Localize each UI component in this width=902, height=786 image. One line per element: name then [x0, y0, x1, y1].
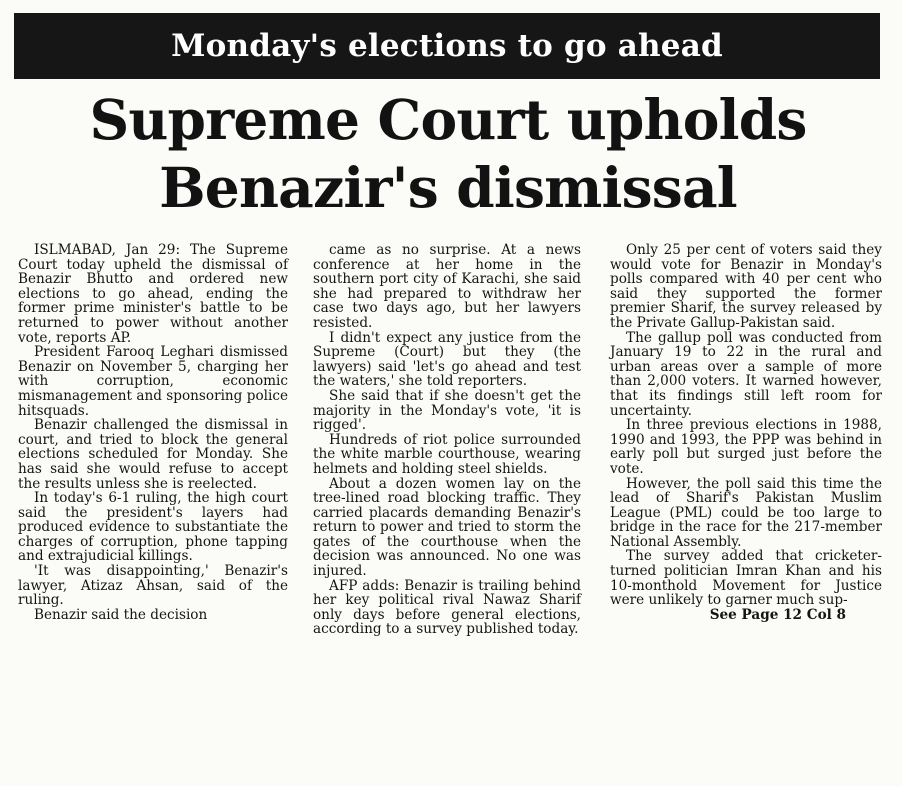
- paragraph: In three previous elections in 1988, 1990 and 1993, the PPP was behind in early poll but surged just before the vote.: [610, 417, 882, 477]
- paragraph: President Farooq Leghari dismissed Benazir on November 5, charging her with corruption, economic mismanagement and sponsoring police hitsquads.: [18, 344, 288, 419]
- article-column-2: [313, 243, 581, 637]
- headline: [18, 86, 878, 222]
- paragraph: Hundreds of riot police surrounded the white marble courthouse, wearing helmets and holding steel shields.: [313, 431, 581, 477]
- paragraph: About a dozen women lay on the tree-lined road blocking traffic. They carried placards demanding Benazir's return to power and tried to storm the gates of the courthouse when the decision was announced. No one was injured.: [313, 475, 581, 580]
- headline-line-1: Supreme Court upholds: [89, 87, 807, 152]
- paragraph: She said that if she doesn't get the majority in the Monday's vote, 'it is rigged'.: [313, 387, 581, 434]
- article-column-3: [610, 243, 882, 622]
- paragraph: The gallup poll was conducted from January 19 to 22 in the rural and urban areas over a sample of more than 2,000 voters. It warned however, that its findings still left room for uncertainty.: [610, 329, 882, 419]
- paragraph: However, the poll said this time the lead of Sharif's Pakistan Muslim League (PML) could be too large to bridge in the race for the 217-member National Assembly.: [610, 475, 882, 550]
- paragraph: ISLMABAD, Jan 29: The Supreme Court today upheld the dismissal of Benazir Bhutto and ordered new elections to go ahead, ending the former prime minister's battle to be returned to power without another vote, reports AP.: [18, 242, 288, 346]
- headline-line-2: Benazir's dismissal: [159, 155, 737, 220]
- paragraph: Only 25 per cent of voters said they would vote for Benazir in Monday's polls compared with 40 per cent who said they supported the former premier Sharif, the survey released by the Private Gallup-Pakistan said.: [610, 242, 882, 331]
- paragraph: I didn't expect any justice from the Supreme (Court) but they (the lawyers) said 'let's go ahead and test the waters,' she told reporters.: [313, 329, 581, 390]
- paragraph: The survey added that cricketer-turned politician Imran Khan and his 10-monthold Movement for Justice were unlikely to garner much sup-: [610, 548, 882, 609]
- paragraph: came as no surprise. At a news conference at her home in the southern port city of Karachi, she said she had prepared to withdraw her case two days ago, but her lawyers resisted.: [313, 242, 581, 331]
- paragraph: In today's 6-1 ruling, the high court said the president's layers had produced evidence to substantiate the charges of corruption, phone tapping and extrajudicial killings.: [18, 490, 288, 565]
- paragraph: 'It was disappointing,' Benazir's lawyer, Atizaz Ahsan, said of the ruling.: [18, 563, 288, 609]
- continuation-jump-line: See Page 12 Col 8: [709, 606, 846, 623]
- kicker-text: Monday's elections to go ahead: [171, 27, 723, 64]
- kicker-banner: [14, 13, 880, 79]
- paragraph: Benazir said the decision: [34, 606, 208, 623]
- paragraph: Benazir challenged the dismissal in court, and tried to block the general elections scheduled for Monday. She has said she would refuse to accept the results unless she is reelected.: [18, 417, 288, 492]
- paragraph: AFP adds: Benazir is trailing behind her key political rival Nawaz Sharif only days before general elections, according to a survey published today.: [313, 577, 581, 638]
- article-column-1: [18, 243, 288, 622]
